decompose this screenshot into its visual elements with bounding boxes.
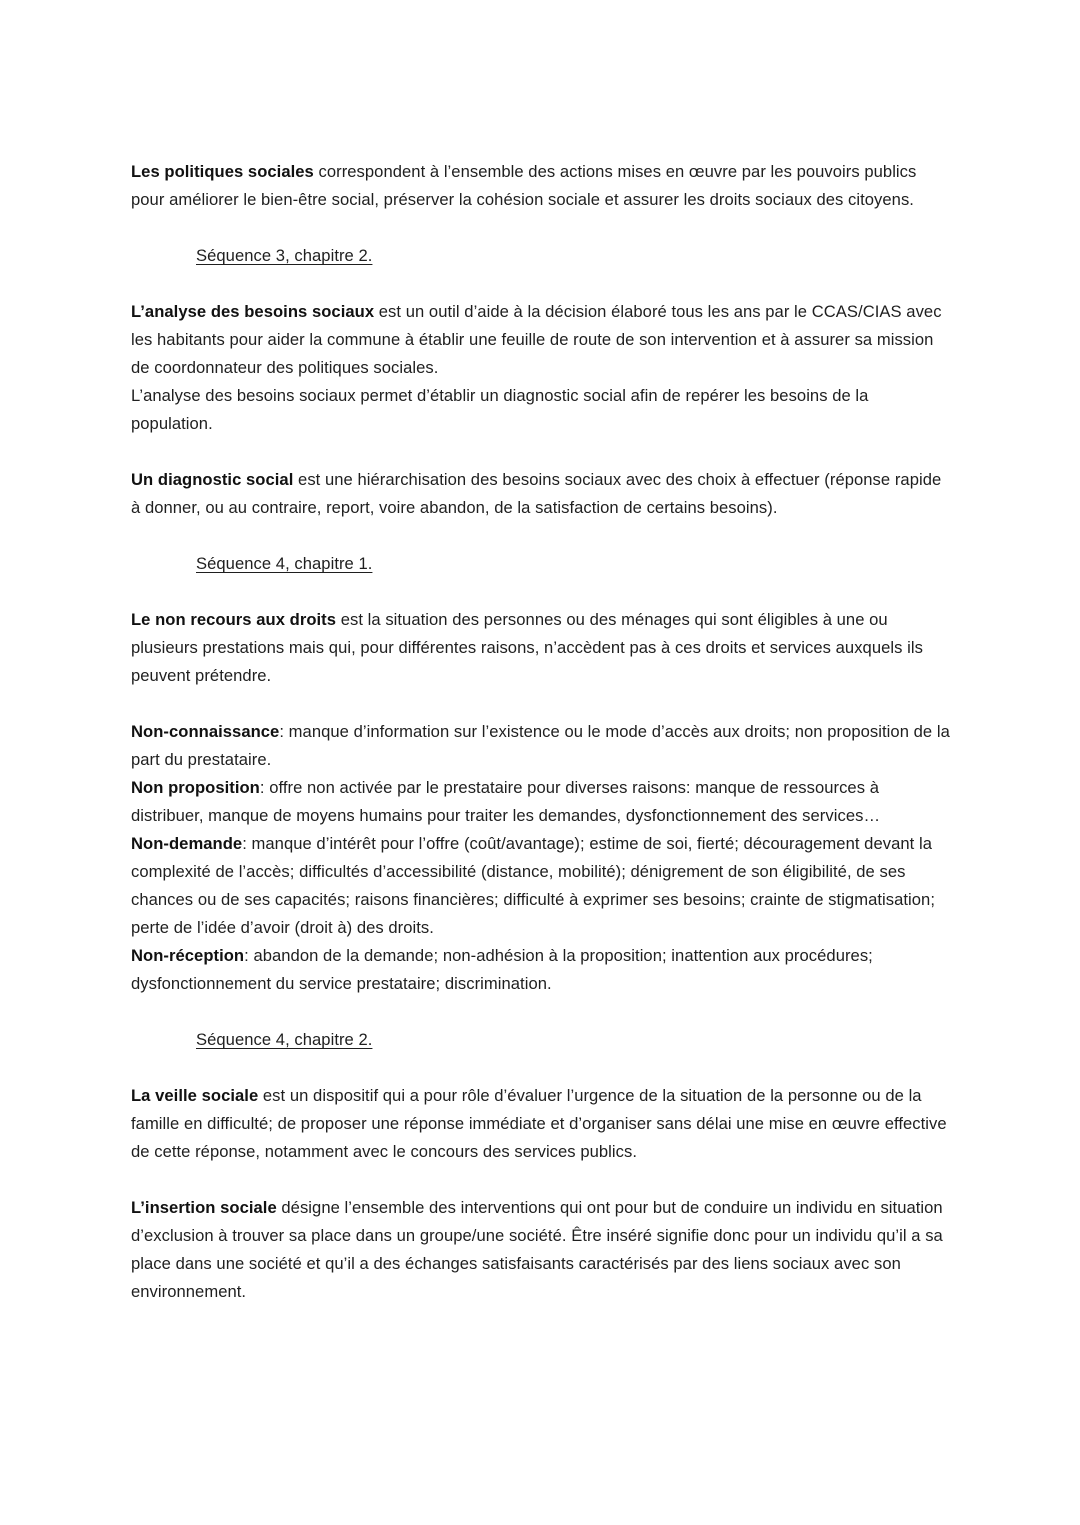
text-analyse-besoins-2: L’analyse des besoins sociaux permet d’établir un diagnostic social afin de repérer les besoins de la population. (131, 386, 869, 433)
section-heading-seq4-ch1: Séquence 4, chapitre 1. (196, 554, 373, 573)
spacer (131, 522, 951, 550)
term-diagnostic-social: Un diagnostic social (131, 470, 294, 489)
spacer (131, 690, 951, 718)
text-analyse-besoins: est un outil d’aide à la décision élaboré tous les ans par le CCAS/CIAS avec les habitants pour aider la commune à établir une feuille de route de son intervention et à assurer sa mission de coordonnateur des politiques sociales. (131, 302, 942, 377)
spacer (131, 578, 951, 606)
text-non-recours: est la situation des personnes ou des ménages qui sont éligibles à une ou plusieurs prestations mais qui, pour différentes raisons, n’accèdent pas à ces droits et services auxquels ils peuvent prétendre. (131, 610, 923, 685)
definition-politiques-sociales (131, 158, 951, 214)
definition-analyse-besoins (131, 298, 951, 382)
definition-insertion-sociale (131, 1194, 951, 1306)
document-page (131, 158, 951, 1306)
text-non-reception: : abandon de la demande; non-adhésion à la proposition; inattention aux procédures; dysfonctionnement du service prestataire; discrimination. (131, 946, 873, 993)
spacer (131, 270, 951, 298)
text-diagnostic-social: est une hiérarchisation des besoins sociaux avec des choix à effectuer (réponse rapide à donner, ou au contraire, report, voire abandon, de la satisfaction de certains besoins). (131, 470, 942, 517)
term-non-demande: Non-demande (131, 834, 243, 853)
term-analyse-besoins: L’analyse des besoins sociaux (131, 302, 375, 321)
spacer (131, 214, 951, 242)
term-non-reception: Non-réception (131, 946, 245, 965)
text-insertion-sociale: désigne l’ensemble des interventions qui ont pour but de conduire un individu en situation d’exclusion à trouver sa place dans un groupe/une société. Être inséré signifie donc pour un individu qu’il a sa place dans une société et qu’il a des échanges satisfaisants caractérisés par des liens sociaux avec son environnement. (131, 1198, 943, 1301)
spacer (131, 1166, 951, 1194)
spacer (131, 438, 951, 466)
term-politiques-sociales: Les politiques sociales (131, 162, 314, 181)
term-insertion-sociale: L’insertion sociale (131, 1198, 277, 1217)
definition-non-recours (131, 606, 951, 690)
section-heading-seq4-ch2: Séquence 4, chapitre 2. (196, 1030, 373, 1049)
definition-veille-sociale (131, 1082, 951, 1166)
term-non-proposition: Non proposition (131, 778, 260, 797)
definition-diagnostic-social (131, 466, 951, 522)
definition-non-proposition (131, 774, 951, 830)
text-non-connaissance: : manque d’information sur l’existence ou le mode d’accès aux droits; non proposition de la part du prestataire. (131, 722, 950, 769)
term-veille-sociale: La veille sociale (131, 1086, 259, 1105)
text-non-demande: : manque d’intérêt pour l’offre (coût/avantage); estime de soi, fierté; découragement devant la complexité de l’accès; difficultés d’accessibilité (distance, mobilité); dénigrement de son éligibilité, de ses chances ou de ses capacités; raisons financières; difficulté à exprimer ses besoins; crainte de stigmatisation; perte de l’idée d’avoir (droit à) des droits. (131, 834, 935, 937)
term-non-recours: Le non recours aux droits (131, 610, 337, 629)
term-non-connaissance: Non-connaissance (131, 722, 280, 741)
text-non-proposition: : offre non activée par le prestataire pour diverses raisons: manque de ressources à distribuer, manque de moyens humains pour traiter les demandes, dysfonctionnement des services… (131, 778, 881, 825)
definition-non-reception (131, 942, 951, 998)
spacer (131, 1054, 951, 1082)
section-heading-seq3-ch2: Séquence 3, chapitre 2. (196, 246, 373, 265)
text-politiques-sociales: correspondent à l’ensemble des actions mises en œuvre par les pouvoirs publics pour améliorer le bien-être social, préserver la cohésion sociale et assurer les droits sociaux des citoyens. (131, 162, 917, 209)
text-veille-sociale: est un dispositif qui a pour rôle d’évaluer l’urgence de la situation de la personne ou de la famille en difficulté; de proposer une réponse immédiate et d’organiser sans délai une mise en œuvre effective de cette réponse, notamment avec le concours des services publics. (131, 1086, 947, 1161)
definition-non-connaissance (131, 718, 951, 774)
definition-non-demande (131, 830, 951, 942)
spacer (131, 998, 951, 1026)
